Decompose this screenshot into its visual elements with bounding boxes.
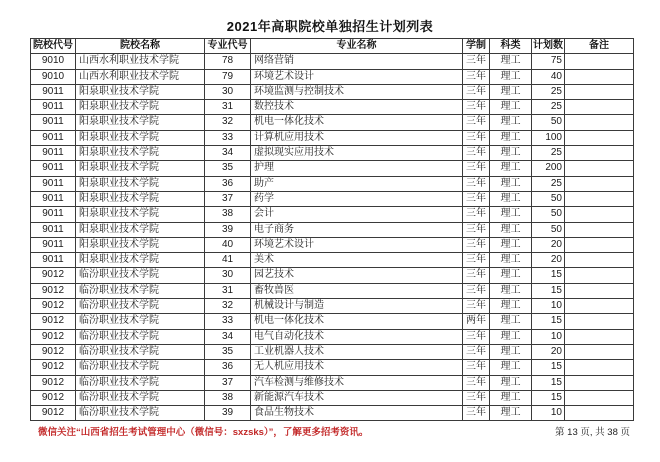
- table-row: [31, 237, 634, 252]
- table-cell: 9012: [31, 375, 76, 390]
- table-cell: 理工: [490, 161, 532, 176]
- table-cell: 三年: [463, 100, 490, 115]
- table-cell: 三年: [463, 268, 490, 283]
- table-cell: 79: [205, 69, 251, 84]
- table-cell: 无人机应用技术: [251, 360, 463, 375]
- table-cell: [565, 283, 634, 298]
- table-cell: 30: [205, 84, 251, 99]
- table-cell: [565, 176, 634, 191]
- table-cell: 40: [205, 237, 251, 252]
- table-cell: [565, 69, 634, 84]
- table-cell: 三年: [463, 115, 490, 130]
- table-cell: 39: [205, 222, 251, 237]
- table-row: [31, 283, 634, 298]
- table-row: [31, 268, 634, 283]
- table-cell: [565, 329, 634, 344]
- table-cell: [565, 299, 634, 314]
- table-cell: 阳泉职业技术学院: [76, 253, 205, 268]
- table-cell: 临汾职业技术学院: [76, 406, 205, 421]
- table-cell: 9012: [31, 329, 76, 344]
- table-cell: 阳泉职业技术学院: [76, 207, 205, 222]
- column-header: 学制: [463, 39, 490, 54]
- table-cell: 临汾职业技术学院: [76, 268, 205, 283]
- table-cell: 三年: [463, 344, 490, 359]
- table-cell: 理工: [490, 268, 532, 283]
- table-row: [31, 344, 634, 359]
- table-cell: 50: [532, 191, 565, 206]
- table-cell: 9011: [31, 176, 76, 191]
- table-cell: 9011: [31, 161, 76, 176]
- table-cell: 34: [205, 146, 251, 161]
- table-cell: 9012: [31, 283, 76, 298]
- table-cell: 9012: [31, 344, 76, 359]
- table-cell: 20: [532, 253, 565, 268]
- table-cell: 环境监测与控制技术: [251, 84, 463, 99]
- table-row: [31, 100, 634, 115]
- table-cell: 临汾职业技术学院: [76, 283, 205, 298]
- table-cell: 阳泉职业技术学院: [76, 130, 205, 145]
- table-cell: 三年: [463, 146, 490, 161]
- table-cell: 阳泉职业技术学院: [76, 176, 205, 191]
- table-cell: 50: [532, 115, 565, 130]
- table-row: [31, 299, 634, 314]
- table-cell: [565, 222, 634, 237]
- table-row: [31, 314, 634, 329]
- table-cell: 阳泉职业技术学院: [76, 222, 205, 237]
- table-cell: 9011: [31, 100, 76, 115]
- table-cell: 数控技术: [251, 100, 463, 115]
- column-header: 备注: [565, 39, 634, 54]
- table-cell: 100: [532, 130, 565, 145]
- table-cell: [565, 314, 634, 329]
- table-cell: 75: [532, 54, 565, 69]
- table-cell: 9011: [31, 207, 76, 222]
- table-cell: 三年: [463, 237, 490, 252]
- table-cell: 汽车检测与维修技术: [251, 375, 463, 390]
- table-cell: 三年: [463, 299, 490, 314]
- table-cell: 理工: [490, 115, 532, 130]
- column-header: 院校代号: [31, 39, 76, 54]
- table-cell: 临汾职业技术学院: [76, 390, 205, 405]
- table-cell: 38: [205, 390, 251, 405]
- table-cell: 环境艺术设计: [251, 237, 463, 252]
- table-cell: [565, 360, 634, 375]
- table-cell: 理工: [490, 283, 532, 298]
- table-cell: 阳泉职业技术学院: [76, 146, 205, 161]
- table-cell: 理工: [490, 130, 532, 145]
- table-cell: 三年: [463, 406, 490, 421]
- table-cell: 计算机应用技术: [251, 130, 463, 145]
- table-row: [31, 329, 634, 344]
- page-title: 2021年高职院校单独招生计划列表: [226, 19, 434, 34]
- table-cell: [565, 100, 634, 115]
- table-cell: 36: [205, 176, 251, 191]
- table-cell: 30: [205, 268, 251, 283]
- table-cell: 山西水利职业技术学院: [76, 54, 205, 69]
- table-header-row: [31, 39, 634, 54]
- table-cell: 15: [532, 283, 565, 298]
- table-cell: [565, 54, 634, 69]
- table-cell: [565, 207, 634, 222]
- table-cell: 50: [532, 222, 565, 237]
- table-cell: 9012: [31, 314, 76, 329]
- table-cell: 阳泉职业技术学院: [76, 161, 205, 176]
- table-cell: 理工: [490, 406, 532, 421]
- table-cell: 9011: [31, 222, 76, 237]
- table-cell: 9011: [31, 237, 76, 252]
- table-row: [31, 161, 634, 176]
- table-cell: 助产: [251, 176, 463, 191]
- table-cell: 9011: [31, 115, 76, 130]
- table-cell: 15: [532, 268, 565, 283]
- table-cell: 20: [532, 344, 565, 359]
- table-cell: 电气自动化技术: [251, 329, 463, 344]
- table-cell: 理工: [490, 69, 532, 84]
- table-cell: [565, 115, 634, 130]
- table-cell: 三年: [463, 69, 490, 84]
- table-cell: 虚拟现实应用技术: [251, 146, 463, 161]
- table-cell: 9011: [31, 130, 76, 145]
- table-row: [31, 191, 634, 206]
- table-cell: 9012: [31, 406, 76, 421]
- table-cell: 阳泉职业技术学院: [76, 191, 205, 206]
- table-cell: 15: [532, 360, 565, 375]
- table-cell: 10: [532, 299, 565, 314]
- table-cell: 理工: [490, 314, 532, 329]
- table-cell: 20: [532, 237, 565, 252]
- table-cell: [565, 268, 634, 283]
- table-cell: 园艺技术: [251, 268, 463, 283]
- table-row: [31, 207, 634, 222]
- table-cell: 山西水利职业技术学院: [76, 69, 205, 84]
- table-cell: 40: [532, 69, 565, 84]
- table-cell: 25: [532, 176, 565, 191]
- table-cell: 环境艺术设计: [251, 69, 463, 84]
- column-header: 计划数: [532, 39, 565, 54]
- table-cell: 临汾职业技术学院: [76, 344, 205, 359]
- table-cell: 9012: [31, 390, 76, 405]
- table-cell: 食品生物技术: [251, 406, 463, 421]
- table-row: [31, 130, 634, 145]
- table-row: [31, 390, 634, 405]
- table-cell: 9010: [31, 54, 76, 69]
- table-cell: 三年: [463, 375, 490, 390]
- table-row: [31, 69, 634, 84]
- table-cell: 三年: [463, 130, 490, 145]
- table-row: [31, 146, 634, 161]
- table-cell: 50: [532, 207, 565, 222]
- table-cell: 理工: [490, 237, 532, 252]
- table-cell: [565, 344, 634, 359]
- table-cell: 机电一体化技术: [251, 314, 463, 329]
- table-cell: 理工: [490, 344, 532, 359]
- table-cell: [565, 375, 634, 390]
- table-cell: 9012: [31, 299, 76, 314]
- table-cell: 理工: [490, 375, 532, 390]
- table-cell: 三年: [463, 253, 490, 268]
- table-cell: 畜牧兽医: [251, 283, 463, 298]
- table-cell: 9012: [31, 268, 76, 283]
- table-cell: 三年: [463, 161, 490, 176]
- table-cell: 理工: [490, 253, 532, 268]
- table-cell: 临汾职业技术学院: [76, 329, 205, 344]
- table-cell: 临汾职业技术学院: [76, 360, 205, 375]
- table-cell: 31: [205, 283, 251, 298]
- table-cell: 三年: [463, 84, 490, 99]
- column-header: 专业代号: [205, 39, 251, 54]
- table-row: [31, 375, 634, 390]
- table-cell: 理工: [490, 299, 532, 314]
- table-cell: 10: [532, 329, 565, 344]
- table-cell: 理工: [490, 54, 532, 69]
- table-cell: [565, 161, 634, 176]
- table-cell: 33: [205, 314, 251, 329]
- table-cell: 9010: [31, 69, 76, 84]
- table-cell: 理工: [490, 100, 532, 115]
- table-cell: 三年: [463, 176, 490, 191]
- table-row: [31, 54, 634, 69]
- table-cell: 理工: [490, 360, 532, 375]
- table-row: [31, 253, 634, 268]
- table-cell: 三年: [463, 54, 490, 69]
- table-cell: [565, 406, 634, 421]
- table-cell: 31: [205, 100, 251, 115]
- column-header: 科类: [490, 39, 532, 54]
- enrollment-plan-table: [30, 38, 634, 421]
- table-cell: [565, 390, 634, 405]
- table-cell: 临汾职业技术学院: [76, 299, 205, 314]
- table-cell: 药学: [251, 191, 463, 206]
- table-cell: 网络营销: [251, 54, 463, 69]
- table-cell: 理工: [490, 207, 532, 222]
- table-cell: 三年: [463, 191, 490, 206]
- table-row: [31, 406, 634, 421]
- table-cell: 9011: [31, 146, 76, 161]
- table-cell: 两年: [463, 314, 490, 329]
- table-row: [31, 115, 634, 130]
- table-cell: 理工: [490, 191, 532, 206]
- table-cell: 33: [205, 130, 251, 145]
- table-cell: 35: [205, 161, 251, 176]
- table-cell: 41: [205, 253, 251, 268]
- table-cell: 三年: [463, 390, 490, 405]
- table-cell: 工业机器人技术: [251, 344, 463, 359]
- table-cell: 34: [205, 329, 251, 344]
- table-cell: 临汾职业技术学院: [76, 375, 205, 390]
- table-cell: 15: [532, 390, 565, 405]
- table-cell: 阳泉职业技术学院: [76, 100, 205, 115]
- table-cell: 护理: [251, 161, 463, 176]
- table-cell: 9011: [31, 84, 76, 99]
- table-cell: 25: [532, 146, 565, 161]
- table-cell: [565, 237, 634, 252]
- table-row: [31, 176, 634, 191]
- table-row: [31, 84, 634, 99]
- table-cell: 理工: [490, 222, 532, 237]
- table-cell: 三年: [463, 283, 490, 298]
- table-cell: 36: [205, 360, 251, 375]
- table-cell: 32: [205, 115, 251, 130]
- table-cell: 临汾职业技术学院: [76, 314, 205, 329]
- table-cell: 理工: [490, 176, 532, 191]
- column-header: 院校名称: [76, 39, 205, 54]
- table-cell: 9012: [31, 360, 76, 375]
- table-cell: 阳泉职业技术学院: [76, 115, 205, 130]
- table-cell: 机械设计与制造: [251, 299, 463, 314]
- table-cell: [565, 191, 634, 206]
- table-cell: 电子商务: [251, 222, 463, 237]
- table-cell: 三年: [463, 360, 490, 375]
- table-cell: 37: [205, 191, 251, 206]
- table-cell: [565, 146, 634, 161]
- plan-table-body: [31, 54, 634, 421]
- table-cell: [565, 130, 634, 145]
- table-cell: 阳泉职业技术学院: [76, 237, 205, 252]
- table-cell: 三年: [463, 329, 490, 344]
- table-row: [31, 360, 634, 375]
- column-header: 专业名称: [251, 39, 463, 54]
- table-cell: 200: [532, 161, 565, 176]
- table-cell: 9011: [31, 253, 76, 268]
- table-cell: 25: [532, 100, 565, 115]
- table-cell: [565, 253, 634, 268]
- table-row: [31, 222, 634, 237]
- table-cell: 机电一体化技术: [251, 115, 463, 130]
- table-cell: 35: [205, 344, 251, 359]
- table-cell: 会计: [251, 207, 463, 222]
- table-cell: 三年: [463, 222, 490, 237]
- page-number-indicator: 第 13 页, 共 38 页: [555, 427, 630, 438]
- footer-wechat-note: 微信关注“山西省招生考试管理中心（微信号：sxzsks）”，了解更多招考资讯。: [38, 427, 369, 438]
- table-cell: 38: [205, 207, 251, 222]
- table-cell: 理工: [490, 84, 532, 99]
- table-cell: 美术: [251, 253, 463, 268]
- table-cell: 9011: [31, 191, 76, 206]
- table-cell: 三年: [463, 207, 490, 222]
- table-cell: 理工: [490, 329, 532, 344]
- table-cell: 37: [205, 375, 251, 390]
- table-cell: 理工: [490, 390, 532, 405]
- table-cell: 理工: [490, 146, 532, 161]
- table-cell: 阳泉职业技术学院: [76, 84, 205, 99]
- table-cell: 25: [532, 84, 565, 99]
- table-cell: 78: [205, 54, 251, 69]
- table-cell: 15: [532, 314, 565, 329]
- table-cell: 新能源汽车技术: [251, 390, 463, 405]
- table-cell: 10: [532, 406, 565, 421]
- table-cell: 15: [532, 375, 565, 390]
- table-cell: [565, 84, 634, 99]
- table-cell: 32: [205, 299, 251, 314]
- table-cell: 39: [205, 406, 251, 421]
